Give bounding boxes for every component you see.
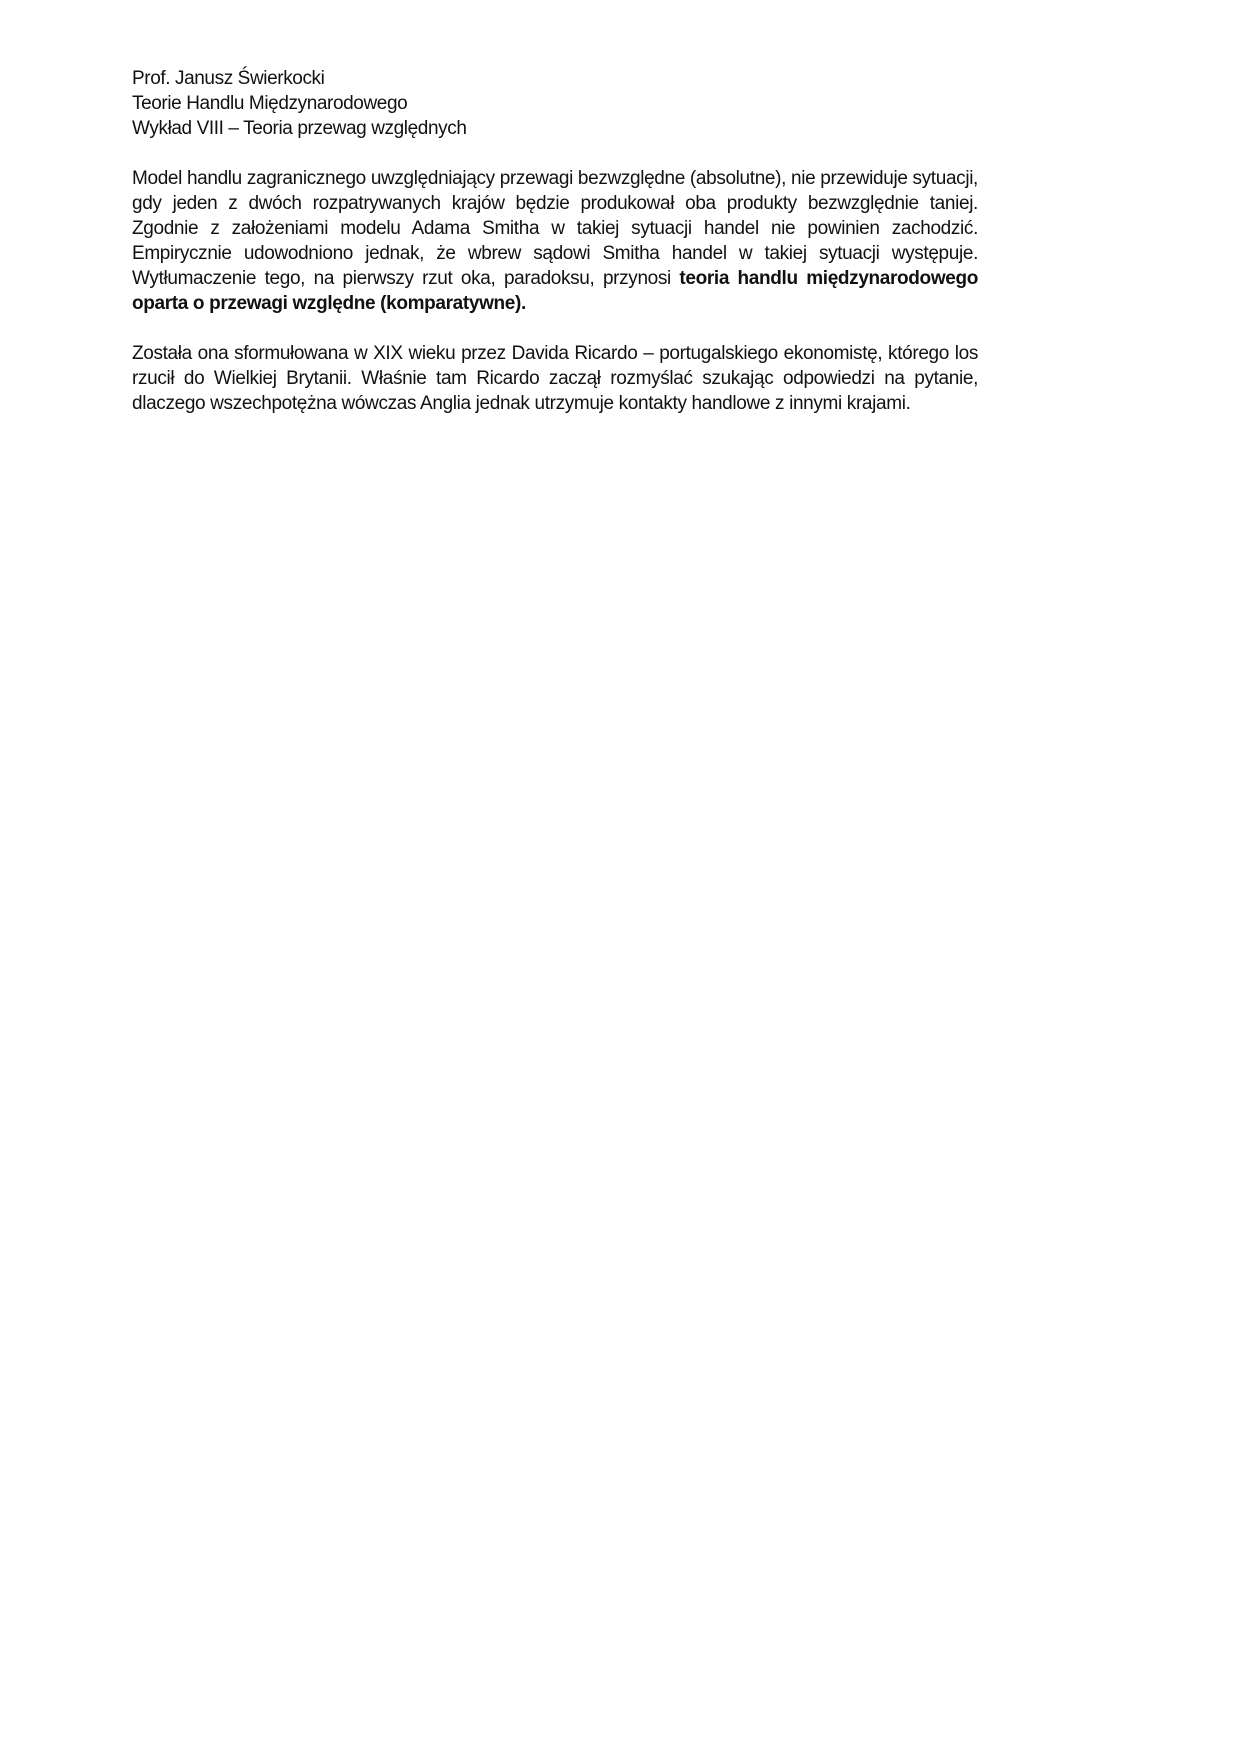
author-name: Prof. Janusz Świerkocki	[132, 68, 325, 89]
paragraph-intro	[132, 166, 978, 316]
course-title: Teorie Handlu Międzynarodowego	[132, 93, 408, 114]
lecture-title: Wykład VIII – Teoria przewag względnych	[132, 118, 467, 139]
paragraph-ricardo: Została ona sformułowana w XIX wieku przez Davida Ricardo – portugalskiego ekonomistę, którego los rzucił do Wielkiej Brytanii. Właśnie tam Ricardo zaczął rozmyślać szukając odpowiedzi na pytanie, dlaczego wszechpotężna wówczas Anglia jednak utrzymuje kontakty handlowe z innymi krajami.	[132, 343, 978, 414]
paragraph-intro-bold-term: teoria handlu międzynarodowego oparta o przewagi względne (komparatywne).	[132, 268, 978, 314]
document-page	[132, 66, 978, 416]
paragraph-intro-text: Model handlu zagranicznego uwzględniający przewagi bezwzględne (absolutne), nie przewiduje sytuacji, gdy jeden z dwóch rozpatrywanych krajów będzie produkował oba produkty bezwzględnie taniej. Zgodnie z założeniami modelu Adama Smitha w takiej sytuacji handel nie powinien zachodzić. Empirycznie udowodniono jednak, że wbrew sądowi Smitha handel w takiej sytuacji występuje. Wytłumaczenie tego, na pierwszy rzut oka, paradoksu, przynosi	[132, 168, 978, 289]
